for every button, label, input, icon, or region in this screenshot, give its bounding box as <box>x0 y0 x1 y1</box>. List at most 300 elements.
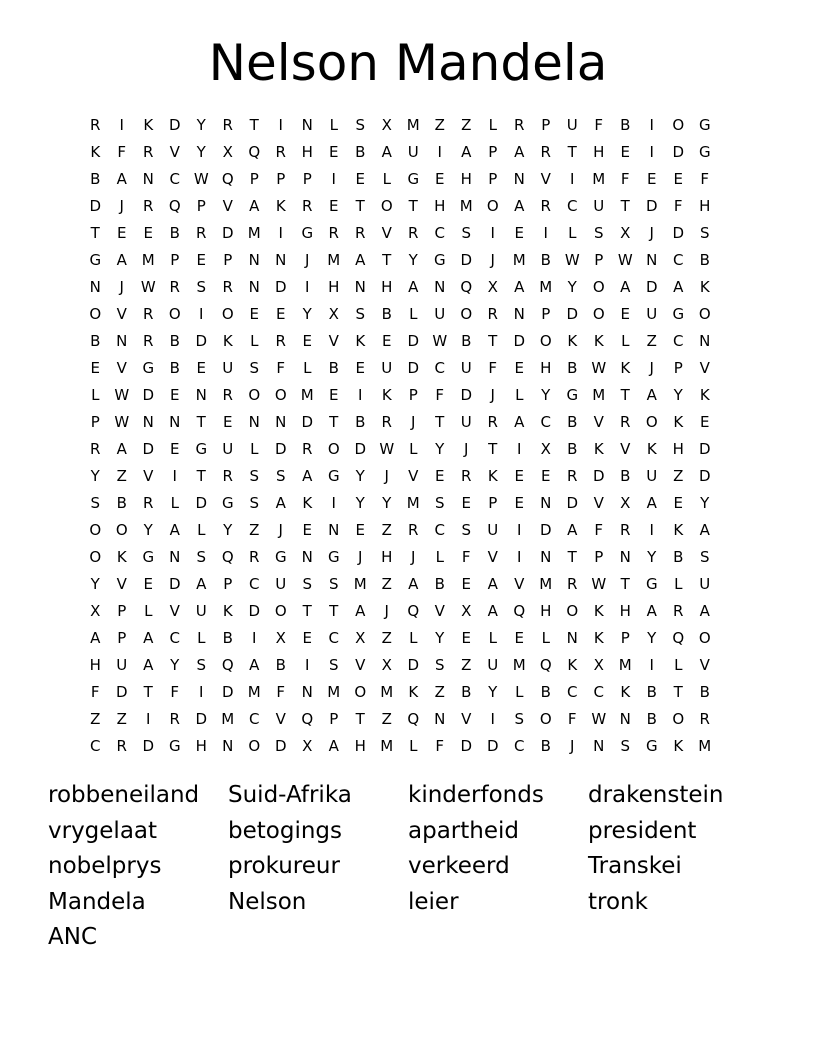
word-list-item: prokureur <box>228 853 340 879</box>
grid-letter: C <box>90 737 101 755</box>
grid-letter: R <box>540 143 551 161</box>
grid-letter: D <box>645 278 658 296</box>
grid-letter: I <box>649 143 654 161</box>
grid-letter: N <box>195 386 207 404</box>
grid-letter: N <box>275 413 287 431</box>
grid-letter: K <box>222 332 233 350</box>
grid-letter: R <box>699 710 710 728</box>
grid-letter: C <box>434 521 445 539</box>
grid-letter: S <box>196 548 207 566</box>
grid-letter: P <box>249 170 259 188</box>
grid-row <box>82 247 738 274</box>
grid-letter: S <box>699 548 710 566</box>
grid-letter: A <box>116 170 127 188</box>
grid-letter: Q <box>407 602 420 620</box>
grid-letter: B <box>646 710 657 728</box>
grid-letter: A <box>620 278 631 296</box>
grid-letter: K <box>567 656 578 674</box>
grid-row <box>82 544 738 571</box>
grid-letter: L <box>144 602 153 620</box>
grid-letter: A <box>514 278 525 296</box>
grid-letter: N <box>434 710 446 728</box>
grid-letter: S <box>593 224 604 242</box>
grid-letter: U <box>460 359 472 377</box>
grid-letter: E <box>249 305 259 323</box>
grid-letter: A <box>646 494 657 512</box>
grid-row <box>82 706 738 733</box>
grid-letter: T <box>196 413 206 431</box>
grid-letter: X <box>355 629 366 647</box>
grid-letter: R <box>143 494 154 512</box>
grid-letter: T <box>329 602 339 620</box>
grid-letter: R <box>222 467 233 485</box>
grid-letter: P <box>408 386 418 404</box>
grid-letter: Z <box>381 710 392 728</box>
grid-letter: F <box>700 170 710 188</box>
grid-letter: O <box>592 305 605 323</box>
grid-letter: O <box>89 548 102 566</box>
grid-letter: H <box>89 656 101 674</box>
grid-letter: K <box>222 602 233 620</box>
word-list-item: tronk <box>588 888 648 915</box>
grid-letter: G <box>645 575 658 593</box>
grid-letter: V <box>487 548 498 566</box>
grid-letter: F <box>90 683 100 701</box>
grid-letter: E <box>170 440 180 458</box>
grid-letter: Y <box>673 386 683 404</box>
word-list-item: Nelson <box>228 888 307 915</box>
grid-letter: Q <box>221 170 234 188</box>
grid-letter: A <box>116 440 127 458</box>
grid-letter: R <box>620 413 631 431</box>
grid-letter: E <box>302 332 312 350</box>
grid-letter: P <box>329 710 339 728</box>
grid-letter: P <box>302 170 312 188</box>
grid-letter: J <box>384 467 389 485</box>
grid-letter: G <box>566 386 579 404</box>
grid-letter: X <box>620 224 631 242</box>
grid-letter: L <box>250 440 259 458</box>
grid-letter: G <box>89 251 102 269</box>
grid-letter: O <box>380 197 393 215</box>
grid-letter: K <box>673 413 684 431</box>
grid-letter: E <box>329 386 339 404</box>
grid-row <box>82 436 738 463</box>
grid-letter: Y <box>90 467 100 485</box>
grid-letter: D <box>566 305 579 323</box>
grid-letter: M <box>539 575 553 593</box>
grid-letter: M <box>141 251 155 269</box>
grid-letter: K <box>699 278 710 296</box>
grid-letter: M <box>327 251 341 269</box>
grid-letter: V <box>699 656 710 674</box>
grid-letter: W <box>591 710 607 728</box>
grid-letter: G <box>433 251 446 269</box>
grid-letter: W <box>591 575 607 593</box>
grid-letter: G <box>142 548 155 566</box>
grid-letter: S <box>275 467 286 485</box>
grid-letter: E <box>514 467 524 485</box>
grid-letter: Q <box>221 548 234 566</box>
grid-letter: M <box>380 683 394 701</box>
grid-letter: X <box>620 494 631 512</box>
grid-letter: G <box>698 116 711 134</box>
grid-letter: L <box>409 737 418 755</box>
grid-letter: P <box>223 575 233 593</box>
grid-letter: V <box>593 413 604 431</box>
grid-letter: N <box>540 494 552 512</box>
grid-letter: U <box>646 305 658 323</box>
grid-letter: B <box>540 683 551 701</box>
grid-letter: N <box>566 629 578 647</box>
grid-letter: O <box>248 737 261 755</box>
grid-letter: B <box>699 683 710 701</box>
grid-letter: I <box>199 305 204 323</box>
grid-letter: E <box>355 170 365 188</box>
grid-letter: M <box>698 737 712 755</box>
grid-letter: G <box>645 737 658 755</box>
grid-letter: C <box>567 197 578 215</box>
grid-letter: T <box>196 467 206 485</box>
grid-letter: Y <box>302 305 312 323</box>
grid-letter: L <box>541 629 550 647</box>
grid-letter: V <box>593 494 604 512</box>
grid-letter: A <box>249 197 260 215</box>
grid-letter: T <box>620 197 630 215</box>
grid-letter: T <box>355 710 365 728</box>
grid-letter: I <box>252 629 257 647</box>
grid-letter: G <box>698 143 711 161</box>
grid-letter: I <box>543 224 548 242</box>
grid-letter: E <box>647 170 657 188</box>
grid-letter: I <box>305 656 310 674</box>
grid-letter: N <box>301 116 313 134</box>
grid-letter: I <box>517 440 522 458</box>
grid-letter: I <box>490 224 495 242</box>
grid-letter: Y <box>647 629 657 647</box>
grid-letter: F <box>117 143 127 161</box>
grid-letter: S <box>699 224 710 242</box>
grid-letter: P <box>117 602 127 620</box>
grid-letter: P <box>541 305 551 323</box>
grid-letter: C <box>169 629 180 647</box>
word-list-item: nobelprys <box>48 853 162 879</box>
grid-letter: N <box>619 548 631 566</box>
grid-letter: E <box>355 521 365 539</box>
grid-letter: A <box>673 278 684 296</box>
grid-letter: M <box>539 278 553 296</box>
grid-letter: M <box>459 197 473 215</box>
grid-letter: Y <box>408 251 418 269</box>
grid-letter: R <box>116 737 127 755</box>
grid-letter: A <box>514 413 525 431</box>
grid-letter: H <box>381 278 393 296</box>
grid-letter: Q <box>407 710 420 728</box>
grid-letter: B <box>355 143 366 161</box>
grid-letter: I <box>278 116 283 134</box>
grid-letter: S <box>355 305 366 323</box>
grid-letter: Z <box>434 683 445 701</box>
grid-letter: M <box>592 386 606 404</box>
grid-letter: E <box>620 143 630 161</box>
grid-letter: N <box>513 305 525 323</box>
grid-letter: U <box>381 359 393 377</box>
grid-letter: J <box>570 737 575 755</box>
grid-letter: R <box>514 116 525 134</box>
grid-letter: B <box>620 116 631 134</box>
grid-letter: F <box>435 386 445 404</box>
grid-letter: R <box>620 521 631 539</box>
grid-letter: E <box>541 467 551 485</box>
grid-letter: X <box>593 656 604 674</box>
grid-letter: I <box>570 170 575 188</box>
grid-letter: R <box>461 467 472 485</box>
grid-letter: I <box>358 386 363 404</box>
grid-letter: N <box>513 170 525 188</box>
grid-letter: G <box>142 359 155 377</box>
grid-letter: I <box>437 143 442 161</box>
grid-letter: S <box>620 737 631 755</box>
grid-letter: S <box>328 656 339 674</box>
grid-row <box>82 139 738 166</box>
grid-letter: L <box>488 116 497 134</box>
grid-letter: Q <box>672 629 685 647</box>
grid-letter: G <box>168 737 181 755</box>
grid-letter: B <box>567 440 578 458</box>
grid-letter: Y <box>435 629 445 647</box>
grid-letter: D <box>513 332 526 350</box>
grid-letter: X <box>275 629 286 647</box>
grid-letter: L <box>674 656 683 674</box>
grid-letter: B <box>355 413 366 431</box>
grid-letter: W <box>617 251 633 269</box>
grid-letter: E <box>435 467 445 485</box>
grid-letter: L <box>303 359 312 377</box>
grid-letter: B <box>275 656 286 674</box>
grid-letter: N <box>142 170 154 188</box>
grid-letter: R <box>222 278 233 296</box>
grid-letter: U <box>195 602 207 620</box>
grid-letter: X <box>302 737 313 755</box>
grid-letter: V <box>514 575 525 593</box>
grid-letter: D <box>115 683 128 701</box>
grid-letter: E <box>329 143 339 161</box>
grid-letter: I <box>278 224 283 242</box>
grid-row <box>82 409 738 436</box>
grid-letter: C <box>328 629 339 647</box>
grid-letter: G <box>672 305 685 323</box>
grid-letter: A <box>355 251 366 269</box>
grid-letter: H <box>460 170 472 188</box>
grid-letter: I <box>649 116 654 134</box>
grid-letter: A <box>699 602 710 620</box>
grid-letter: J <box>411 548 416 566</box>
grid-letter: E <box>461 494 471 512</box>
grid-letter: N <box>116 332 128 350</box>
grid-letter: N <box>593 737 605 755</box>
grid-letter: G <box>407 170 420 188</box>
grid-letter: E <box>170 386 180 404</box>
word-list-item: vrygelaat <box>48 817 158 844</box>
word-list-item: betogings <box>228 817 342 844</box>
grid-letter: Y <box>196 143 206 161</box>
grid-letter: J <box>358 548 363 566</box>
grid-letter: R <box>90 116 101 134</box>
grid-letter: B <box>567 359 578 377</box>
grid-letter: M <box>512 251 526 269</box>
grid-letter: Y <box>488 683 498 701</box>
grid-letter: B <box>673 548 684 566</box>
grid-letter: L <box>409 629 418 647</box>
grid-letter: R <box>249 548 260 566</box>
grid-letter: Y <box>382 494 392 512</box>
grid-row <box>82 571 738 598</box>
grid-letter: V <box>169 602 180 620</box>
grid-letter: A <box>646 386 657 404</box>
grid-letter: A <box>302 467 313 485</box>
grid-letter: L <box>250 332 259 350</box>
grid-letter: P <box>620 629 630 647</box>
grid-row <box>82 328 738 355</box>
grid-letter: U <box>460 413 472 431</box>
grid-letter: P <box>488 143 498 161</box>
grid-letter: T <box>620 386 630 404</box>
grid-letter: O <box>460 305 473 323</box>
grid-letter: H <box>672 440 684 458</box>
grid-letter: I <box>649 656 654 674</box>
grid-letter: J <box>649 224 654 242</box>
grid-letter: J <box>490 386 495 404</box>
grid-letter: U <box>434 305 446 323</box>
grid-letter: E <box>620 305 630 323</box>
grid-letter: L <box>515 683 524 701</box>
grid-letter: P <box>488 494 498 512</box>
grid-letter: L <box>435 548 444 566</box>
grid-letter: B <box>116 494 127 512</box>
grid-letter: V <box>461 710 472 728</box>
grid-letter: N <box>169 548 181 566</box>
grid-letter: A <box>514 197 525 215</box>
grid-letter: J <box>119 197 124 215</box>
grid-letter: U <box>487 521 499 539</box>
grid-letter: B <box>90 170 101 188</box>
grid-letter: Z <box>249 521 260 539</box>
word-list-item: ANC <box>48 924 97 950</box>
grid-letter: O <box>592 278 605 296</box>
grid-letter: H <box>593 143 605 161</box>
grid-letter: G <box>327 467 340 485</box>
grid-letter: O <box>89 305 102 323</box>
grid-letter: P <box>196 197 206 215</box>
grid-letter: D <box>89 197 102 215</box>
word-list-item: leier <box>408 888 459 915</box>
grid-letter: N <box>301 683 313 701</box>
grid-letter: B <box>699 251 710 269</box>
grid-letter: F <box>620 170 630 188</box>
word-list-item: drakenstein <box>588 782 724 808</box>
grid-letter: L <box>515 386 524 404</box>
grid-letter: H <box>434 197 446 215</box>
grid-letter: A <box>461 143 472 161</box>
grid-letter: E <box>382 332 392 350</box>
grid-letter: M <box>247 683 261 701</box>
grid-row <box>82 490 738 517</box>
grid-letter: V <box>116 575 127 593</box>
grid-letter: W <box>379 440 395 458</box>
grid-letter: B <box>169 359 180 377</box>
grid-letter: D <box>566 494 579 512</box>
grid-letter: K <box>673 521 684 539</box>
grid-letter: A <box>514 143 525 161</box>
grid-letter: O <box>89 521 102 539</box>
grid-letter: E <box>276 305 286 323</box>
grid-letter: K <box>593 332 604 350</box>
grid-letter: C <box>434 359 445 377</box>
grid-letter: M <box>247 224 261 242</box>
grid-letter: G <box>195 440 208 458</box>
word-list-item: apartheid <box>408 817 519 844</box>
grid-letter: B <box>646 683 657 701</box>
grid-letter: Z <box>381 629 392 647</box>
grid-letter: N <box>89 278 101 296</box>
grid-row <box>82 193 738 220</box>
grid-letter: D <box>274 440 287 458</box>
grid-letter: G <box>301 224 314 242</box>
grid-letter: J <box>119 278 124 296</box>
grid-letter: D <box>168 575 181 593</box>
grid-letter: K <box>620 359 631 377</box>
grid-letter: O <box>274 602 287 620</box>
grid-letter: P <box>170 251 180 269</box>
grid-letter: Q <box>248 143 261 161</box>
grid-letter: Z <box>461 116 472 134</box>
grid-letter: N <box>699 332 711 350</box>
grid-letter: D <box>195 494 208 512</box>
word-list-item: Suid-Afrika <box>228 782 352 808</box>
grid-letter: U <box>222 440 234 458</box>
grid-letter: W <box>140 278 156 296</box>
grid-letter: A <box>381 143 392 161</box>
grid-letter: I <box>119 116 124 134</box>
grid-letter: U <box>699 575 711 593</box>
grid-letter: R <box>143 197 154 215</box>
grid-letter: E <box>196 251 206 269</box>
grid-letter: B <box>434 575 445 593</box>
grid-letter: B <box>620 467 631 485</box>
grid-letter: T <box>488 332 498 350</box>
page-title: Nelson Mandela <box>208 34 608 92</box>
grid-letter: A <box>408 575 419 593</box>
grid-letter: V <box>169 143 180 161</box>
grid-letter: Y <box>143 521 153 539</box>
grid-letter: N <box>328 521 340 539</box>
grid-letter: J <box>464 440 469 458</box>
grid-letter: K <box>593 602 604 620</box>
grid-letter: L <box>568 224 577 242</box>
grid-letter: R <box>567 467 578 485</box>
grid-letter: K <box>355 332 366 350</box>
grid-letter: W <box>114 413 130 431</box>
grid-letter: H <box>619 602 631 620</box>
grid-letter: O <box>354 683 367 701</box>
grid-letter: M <box>406 494 420 512</box>
grid-letter: B <box>381 305 392 323</box>
grid-letter: R <box>275 332 286 350</box>
grid-letter: F <box>170 683 180 701</box>
grid-letter: V <box>328 332 339 350</box>
grid-letter: L <box>170 494 179 512</box>
grid-letter: P <box>594 548 604 566</box>
